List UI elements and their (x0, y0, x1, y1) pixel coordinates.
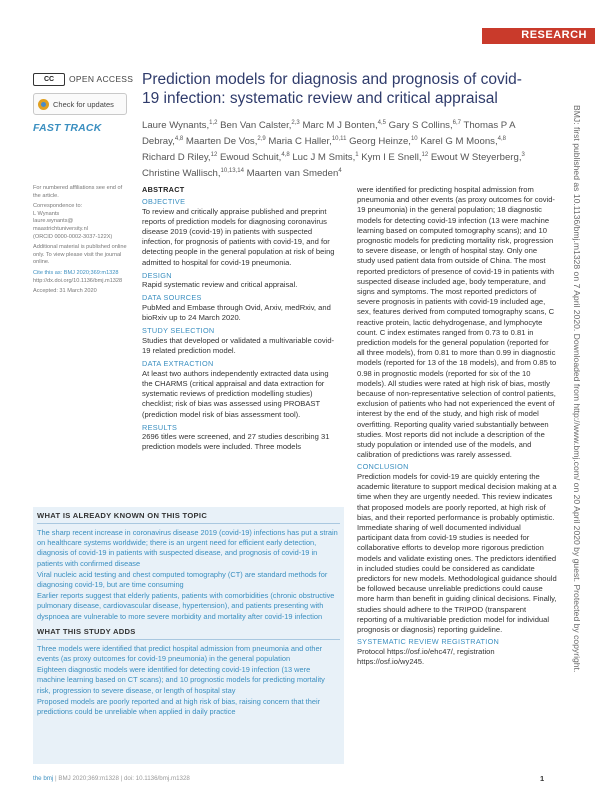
author-affiliation-marker: 1,2 (209, 120, 218, 126)
conclusion-heading: CONCLUSION (357, 462, 409, 472)
accepted-date: Accepted: 31 March 2020 (33, 288, 97, 295)
footer-citation: | BMJ 2020;369:m1328 | doi: 10.1136/bmj.m1328 (55, 775, 190, 782)
correspondence-email[interactable]: maastrichtuniversity.nl (33, 225, 88, 232)
doi-link[interactable]: http://dx.doi.org/10.1136/bmj.m1328 (33, 277, 123, 284)
author-name: Thomas P A Debray,$^{4,8}$ (142, 120, 516, 148)
objective-heading: OBJECTIVE (142, 197, 186, 206)
fast-track-label: FAST TRACK (33, 122, 102, 134)
adds-item: Eighteen diagnostic models were identified for detecting covid-19 infection (13 were machine learning based on CT scans); and 10 prognostic models for predicting mortality risk, progression to severe disease, or length of hospital stay (37, 665, 325, 695)
author-name: Ewoud Schuit,$^{4,8}$ (219, 152, 290, 164)
section-banner (482, 28, 595, 44)
divider (37, 523, 340, 524)
cite-as-text[interactable]: Cite this as: BMJ 2020;369:m1328 (33, 269, 119, 276)
author-affiliation-marker: 6,7 (452, 120, 461, 126)
study-selection-heading: STUDY SELECTION (142, 326, 215, 336)
author-name: Maarten van Smeden$^4$ (246, 168, 342, 180)
author-name: Gary S Collins,$^{6,7}$ (388, 120, 461, 132)
objective-text: To review and critically appraise published and preprint reports of prediction models for diagnosing coronavirus disease 2019 (covid-19) in patients with suspected infection, for prognosis of patients with covid-19, and for detecting people in the general population at risk of being admitted to hospital for covid-19 pneumonia. (142, 206, 335, 267)
author-name: Luc J M Smits,$^1$ (292, 152, 359, 164)
author-affiliation-marker: 10 (410, 136, 418, 143)
author-affiliation-marker: 12 (421, 152, 429, 159)
open-access-icon: CC (33, 73, 65, 86)
author-affiliation-marker: 12 (210, 152, 218, 159)
vertical-note-text: BMJ: first published as 10.1136/bmj.m1328 on 7 April 2020. Downloaded from http://www.bmj.com/ on 20 April 2020 by guest. Protected by copyright. (572, 105, 582, 673)
author-name: Georg Heinze,$^{10}$ (349, 136, 418, 148)
author-name: Ewout W Steyerberg,$^3$ (430, 152, 525, 164)
author-affiliation-marker: 10,13,14 (220, 168, 244, 175)
author-affiliation-marker: 2,9 (257, 136, 266, 143)
correspondence-line: L Wynants (33, 210, 60, 217)
author-affiliation-marker: 10,11 (331, 136, 347, 143)
affiliations-note: For numbered affiliations see end of the article. (33, 185, 123, 199)
article-title: Prediction models for diagnosis and prognosis of covid-19 infection: systematic review and critical appraisal (142, 71, 522, 107)
known-item: Earlier reports suggest that elderly patients, patients with comorbidities (chronic obstructive pulmonary disease, cardiovascular disease, hypertension), and patients presenting with dyspnoea are vulnerable to more severe morbidity and mortality after covid-19 infection (37, 591, 335, 621)
author-name: Richard D Riley,$^{12}$ (142, 152, 218, 164)
author-affiliation-marker: 1 (355, 152, 359, 159)
open-access-badge[interactable] (33, 72, 133, 86)
known-item: Viral nucleic acid testing and chest computed tomography (CT) are standard methods for diagnosing covid-19, but are time consuming (37, 569, 328, 590)
author-affiliation-marker: 2,3 (291, 120, 300, 126)
registration-text[interactable]: Protocol https://osf.io/ehc47/, registration https://osf.io/wy245. (357, 646, 495, 666)
data-extraction-text: At least two authors independently extracted data using the CHARMS (critical appraisal and data extraction for systematic reviews of prediction modelling studies) checklist; risk of bias was assessed using PROBAST (prediction model risk of bias assessment tool). (142, 368, 329, 419)
author-affiliation-marker: 4,8 (281, 152, 290, 159)
section-label: RESEARCH (521, 29, 587, 41)
author-affiliation-marker: 3 (521, 152, 525, 159)
open-access-label: OPEN ACCESS (69, 74, 134, 84)
known-item: The sharp recent increase in coronavirus disease 2019 (covid-19) infections has put a strain on healthcare systems worldwide; there is an urgent need for efficient early detection, diagnosis of covid-19 in patients with suspected disease, and prognosis of covid-19 in patients with confirmed disease (37, 528, 338, 568)
summary-box (33, 507, 344, 764)
abstract-column-left (142, 185, 337, 453)
author-list (142, 117, 532, 181)
divider (37, 639, 340, 640)
page-footer (33, 775, 190, 782)
design-text: Rapid systematic review and critical appraisal. (142, 280, 298, 290)
abstract-heading: ABSTRACT (142, 185, 185, 194)
adds-item: Three models were identified that predict hospital admission from pneumonia and other events (as proxy outcomes for covid-19 pneumonia) in the general population (37, 643, 323, 664)
author-name: Christine Wallisch,$^{10,13,14}$ (142, 168, 244, 180)
conclusion-text: Prediction models for covid-19 are quickly entering the academic literature to support medical decision making at a time when they are urgently needed. This review indicates that proposed models are poorly reported, at high risk of bias, and their reported performance is probably optimistic. Immediate sharing of well documented individual participant data from covid-19 studies is needed for collaborative efforts to develop more rigorous prediction models and validate existing ones. The predictors identified in included studies could be considered as candidate predictors for new models. Methodological guidance should be followed because unreliable predictions could cause more harm than benefit in guiding clinical decisions. Finally, studies should adhere to the TRIPOD (transparent reporting of a multivariable prediction model for individual prognosis or diagnosis) reporting guideline. (357, 471, 557, 635)
author-name: Laure Wynants,$^{1,2}$ (142, 120, 218, 132)
results-heading: RESULTS (142, 422, 178, 432)
data-sources-heading: DATA SOURCES (142, 293, 202, 303)
check-for-updates-label: Check for updates (53, 99, 114, 109)
author-affiliation-marker: 4,5 (377, 120, 386, 126)
author-name: Maarten De Vos,$^{2,9}$ (185, 136, 266, 148)
author-affiliation-marker: 4 (338, 168, 342, 175)
additional-material-note: Additional material is published online only. To view please visit the journal online. (33, 244, 127, 266)
author-affiliation-marker: 4,8 (174, 136, 184, 143)
data-extraction-heading: DATA EXTRACTION (142, 359, 214, 369)
author-affiliation-marker: 4,8 (497, 136, 506, 143)
results-text-start: 2696 titles were screened, and 27 studies describing 31 prediction models were included. Three models (142, 432, 330, 452)
correspondence-orcid[interactable]: (ORCID 0000-0002-3037-122X) (33, 233, 113, 240)
design-heading: DESIGN (142, 270, 172, 280)
page-number: 1 (540, 774, 545, 783)
journal-logo: the bmj (33, 775, 54, 782)
data-sources-text: PubMed and Embase through Ovid, Arxiv, medRxiv, and bioRxiv up to 24 March 2020. (142, 302, 331, 323)
results-text-continued: were identified for predicting hospital admission from pneumonia and other events (as proxy outcomes for covid-19 pneumonia) in the general population; 18 diagnostic models for detecting covid-19 infection (13 were machine learning based on computed tomography scans); and 10 prognostic models for predicting mortality risk, progression to severe disease, or length of hospital stay. Only one study used patient data from outside of China. The most reported predictors of presence of covid-19 in patients with suspected disease included age, body temperature, and signs and symptoms. The most reported predictors of severe prognosis in patients with covid-19 included age, sex, features derived from computed tomography scans, C reactive protein, lactic dehydrogenase, and lymphocyte count. C index estimates ranged from 0.73 to 0.81 in prediction models for the general population (reported for all three models), from 0.81 to more than 0.99 in diagnostic models (reported for 13 of the 18 models), and from 0.85 to 0.98 in prognostic models (reported for six of the 10 models). All studies were rated at high risk of bias, mostly because of non-representative selection of control patients, exclusion of patients who had not experienced the event of interest by the end of the study, and high risk of model overfitting. Reporting quality varied substantially between studies. Most reports did not include a description of the study population or intended use of the models, and calibration of predictions was rarely assessed. (357, 185, 557, 460)
author-name: Kym I E Snell,$^{12}$ (361, 152, 429, 164)
author-name: Maria C Haller,$^{10,11}$ (268, 136, 347, 148)
crossmark-icon (38, 99, 49, 110)
author-name: Ben Van Calster,$^{2,3}$ (220, 120, 300, 132)
author-name: Marc M J Bonten,$^{4,5}$ (302, 120, 386, 132)
adds-heading: WHAT THIS STUDY ADDS (37, 626, 136, 636)
correspondence-email[interactable]: laure.wynants@ (33, 218, 74, 225)
known-heading: WHAT IS ALREADY KNOWN ON THIS TOPIC (37, 511, 208, 520)
cite-as[interactable] (33, 270, 129, 285)
vertical-download-note (570, 105, 582, 673)
article-sidebar (33, 185, 129, 299)
correspondence (33, 203, 129, 241)
study-selection-text: Studies that developed or validated a multivariable covid-19 related prediction model. (142, 335, 335, 356)
author-name: Karel G M Moons,$^{4,8}$ (420, 136, 506, 148)
check-for-updates-button[interactable] (33, 93, 127, 115)
correspondence-label: Correspondence to: (33, 203, 83, 210)
adds-item: Proposed models are poorly reported and at high risk of bias, raising concern that their predictions could be unreliable when applied in daily practice (37, 696, 321, 717)
abstract-column-right (357, 185, 557, 667)
registration-heading: SYSTEMATIC REVIEW REGISTRATION (357, 637, 500, 647)
